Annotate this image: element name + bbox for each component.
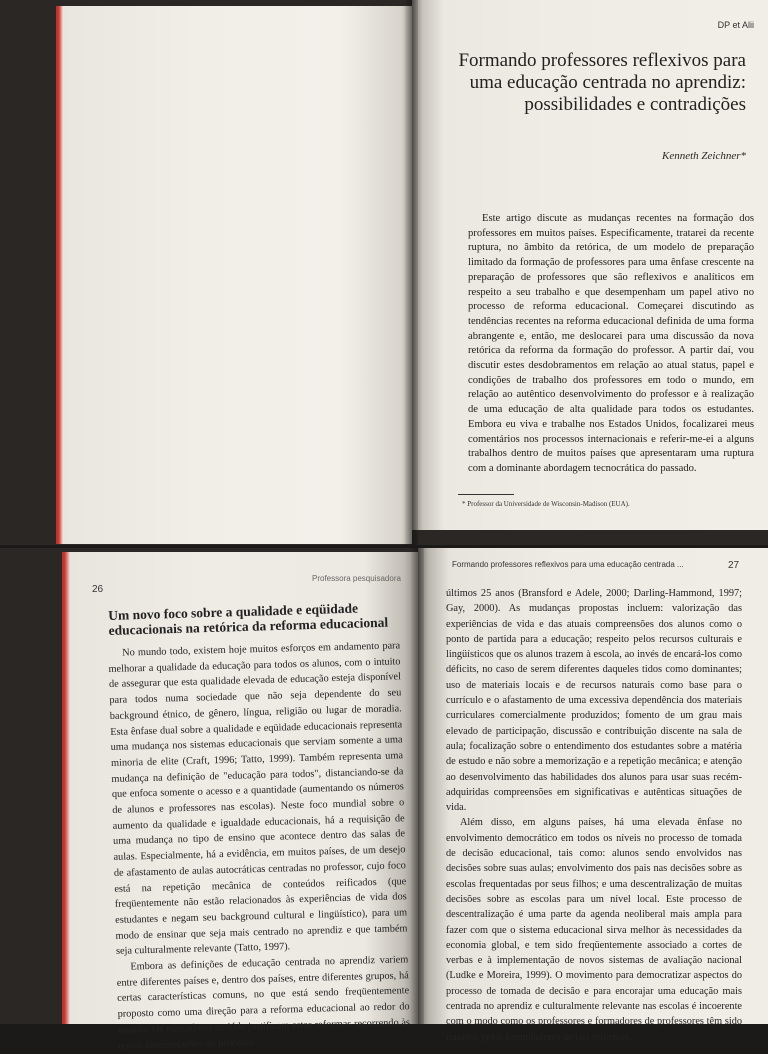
- bottom-spread: [0, 548, 768, 1052]
- section-title: Um novo foco sobre a qualidade e eqüidade educacionais na retórica da reforma educacional: [108, 600, 389, 638]
- paragraph: últimos 25 anos (Bransford e Adele, 2000; Darling-Hammond, 1997; Gay, 2000). As mudanças propostas incluem: valorização das experiências de vida e das atuais compreensões dos alunos como o ponto de partida para a educação; respeito pelos recursos culturais e lingüísticos que os alunos trazem à escola, ao invés de encará-los como déficits, no caso de serem diferentes daqueles tidos como dominantes; uso de materiais locais e de recursos naturais como base para o currículo e o afastamento de uma excessiva dependência dos materiais curriculares comercialmente produzidos; fomento de um grau mais elevado de participação, discussão e contribuição discente na sala de aula; focalização sobre o entendimento dos estudantes sobre a matéria de estudo e não sobre a memorização e a repetição mecânica; e atenção ao desenvolvimento das habilidades dos alunos para usar suas recém-adquiridas compreensões em significativas e autênticas situações de vida.: [446, 588, 742, 814]
- body-text: [446, 586, 742, 1045]
- abstract-paragraph: Este artigo discute as mudanças recentes na formação dos professores em muitos países. Especificamente, tratarei da recente ruptura, no âmbito da retórica, de um modelo de preparação limitado da formação de professores para uma ênfase crescente na preparação de professores que são reflexivos e analíticos em respeito a seu trabalho e que desempenham um papel ativo no processo de reforma educacional. Começarei discutindo as tendências recentes na reforma educacional definida de uma forma abrangente e, então, me deslocarei para uma discussão da nova retórica da reforma da formação do professor. A partir daí, vou discutir estes desdobramentos em relação ao atual status, papel e condições de trabalho dos professores em todo o mundo, em relação ao autêntico desenvolvimento do professor e à realização de uma educação de alta qualidade para todos os estudantes. Embora eu viva e trabalhe nos Estados Unidos, focalizarei meus comentários nos processos internacionais e referir-me-ei a alguns trabalhos dentro de muitos países que apresentaram uma ruptura com a dominante abordagem tecnocrática do passado.: [468, 213, 754, 474]
- footnote-rule: [458, 494, 514, 495]
- paragraph: Além disso, em alguns países, há uma elevada ênfase no envolvimento democrático em todos os níveis no processo de tomada de decisão educacional, tais como: alunos sendo envolvidos nas decisões sobre suas aulas; envolvimento dos pais nas decisões sobre as escolas frequentadas por seus filhos; e uma descentralização de muitas decisões sobre as escolas para um nível local. Este processo de descentralização é uma parte da agenda neoliberal mais ampla para fazer com que o sistema educacional sirva melhor às necessidades da economia global, e tem sido freqüentemente associado a cortes de verbas e à implementação de novos sistemas de avaliação nacional (Ludke e Moreira, 1999). O movimento para democratizar aspectos do processo de tomada de decisão e para encorajar uma educação mais centrada no aprendiz e culturalmente relevante nas escolas é incoerente com o modo como os professores e formadores de professores têm sido tratados pelos formuladores de tais reformas.: [446, 817, 742, 1043]
- page-27: [418, 548, 768, 1043]
- page-number: 27: [728, 560, 740, 571]
- running-head: Professora pesquisadora: [312, 574, 401, 583]
- running-head: Formando professores reflexivos para uma educação centrada ...: [452, 560, 684, 569]
- page-number: 26: [92, 584, 104, 595]
- footnote: * Professor da Universidade de Wisconsin-Madison (EUA).: [462, 500, 630, 508]
- page-26: [62, 552, 418, 1052]
- author-name: Kenneth Zeichner*: [661, 150, 746, 162]
- paragraph: Embora as definições de educação centrada no aprendiz variem entre diferentes países e, dentro dos países, entre diferentes grupos, há certas características comuns, no que está sendo freqüentemente proposto como uma direção para a reforma educacional ao redor do mundo. Os educadores amiúde justificam estas reformas recorrendo às novas interpretações do processo: [116, 954, 411, 1052]
- paragraph: No mundo todo, existem hoje muitos esforços em andamento para melhorar a qualidade da educação para todos os alunos, com o intuito de assegurar que esta qualidade elevada de educação esteja disponível para todos numa sociedade que não seja dependente do seu background étnico, de gênero, língua, religião ou lugar de moradia. Esta ênfase dual sobre a qualidade e eqüidade educacionais representa uma mudança nos sistemas educacionais que serviam somente a uma minoria de elite (Craft, 1996; Tatto, 1999). Também representa uma mudança na definição de "educação para todos", distanciando-se da que enfoca somente o acesso e a quantidade (aumentando os números de alunos e professores nas escolas). Neste foco mundial sobre o aumento da qualidade e igualdade educacionais, há a requisição de uma mudança no tipo de ensino que acontece dentro das salas de aulas. Especialmente, há a evidência, em muitos países, de um desejo de afastamento de aulas autocráticas centradas no professor, cujo foco está na repetição mecânica de conteúdos reificados (que freqüentemente não estão relacionados às experiências de vida dos estudantes e negam seu background cultural e lingüístico), para um modo de ensinar que seja mais centrado no aprendiz e que também seja culturalmente relevante (Tatto, 1997).: [108, 640, 408, 958]
- blank-left-page: [56, 6, 412, 544]
- chapter-abstract: [468, 212, 754, 477]
- header-label: DP et Alii: [717, 20, 754, 30]
- body-text: [108, 638, 411, 1054]
- chapter-title: Formando professores reflexivos para uma educação centrada no aprendiz: possibilidades e contradições: [458, 50, 746, 115]
- chapter-opening-page: [412, 0, 768, 530]
